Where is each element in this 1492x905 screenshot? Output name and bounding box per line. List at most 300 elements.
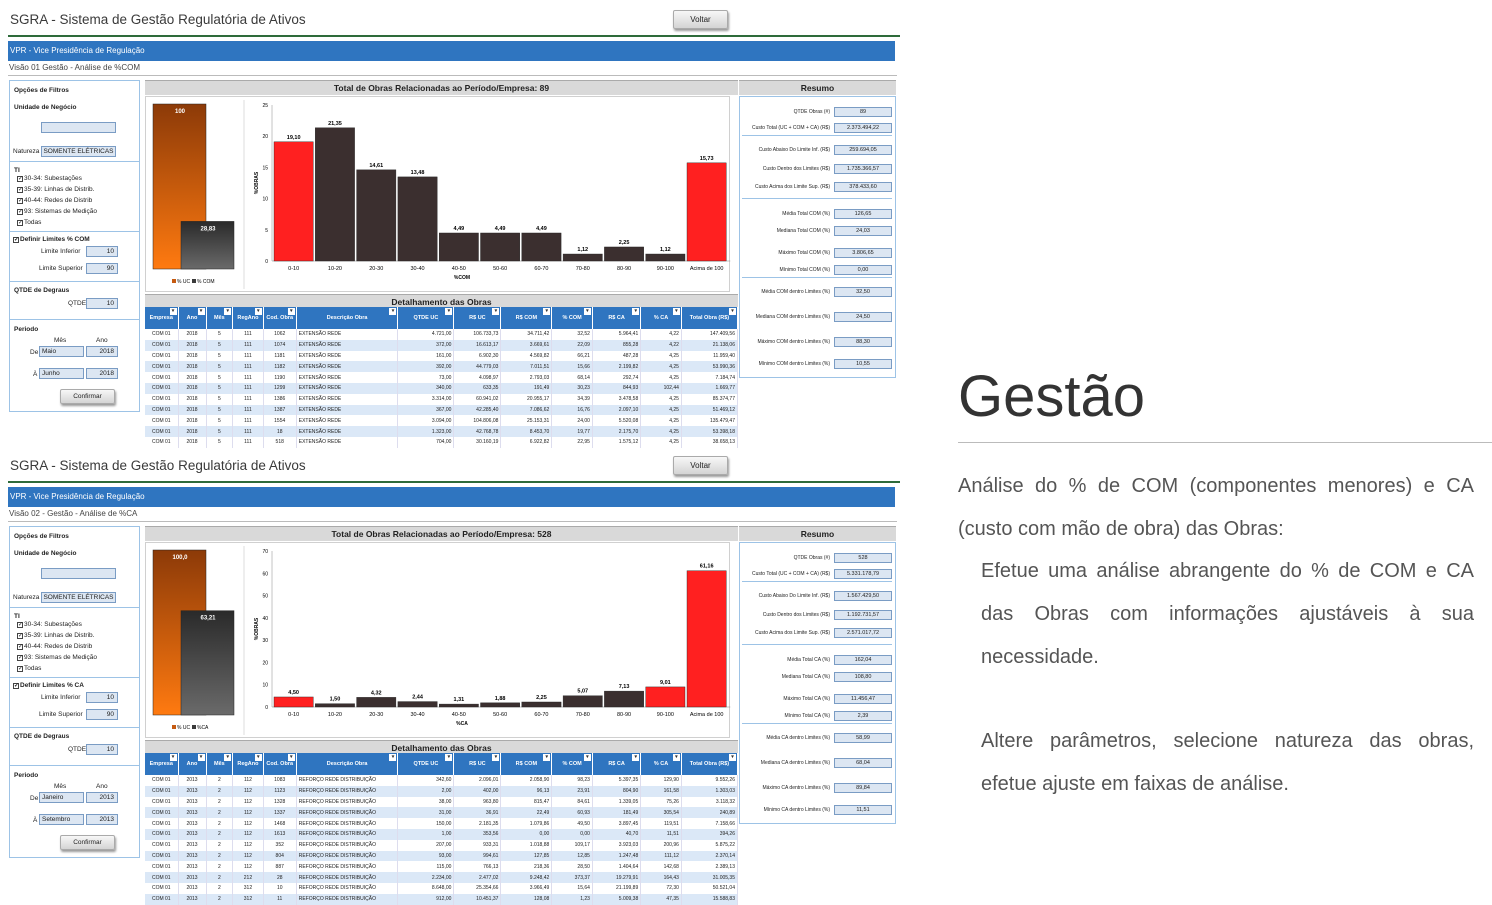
- checkbox-checked-icon[interactable]: ✓: [18, 665, 24, 672]
- table-cell: 68,14: [552, 372, 593, 383]
- filter-dropdown-icon[interactable]: ▾: [198, 308, 205, 315]
- filter-dropdown-icon[interactable]: ▾: [543, 308, 550, 315]
- filter-dropdown-icon[interactable]: ▾: [673, 754, 680, 761]
- table-cell: 135.479,47: [681, 415, 737, 426]
- table-row[interactable]: [145, 361, 738, 372]
- filter-panel: [9, 80, 140, 412]
- table-cell: 292,74: [592, 372, 640, 383]
- confirm-button[interactable]: Confirmar: [60, 389, 115, 404]
- steps-input[interactable]: 10: [86, 298, 118, 309]
- table-cell: EXTENSÃO REDE: [296, 329, 398, 340]
- table-cell: 7.158,66: [681, 818, 737, 829]
- table-cell: 129,90: [641, 775, 682, 786]
- table-cell: 2018: [178, 426, 206, 437]
- table-cell: COM 01: [145, 797, 178, 808]
- ti-checkbox-item[interactable]: [17, 632, 94, 639]
- table-row[interactable]: [145, 883, 738, 894]
- table-cell: 111: [233, 383, 264, 394]
- left-summary-bar-label: 63,21: [200, 615, 216, 622]
- dashboard-panel-1: [8, 7, 900, 447]
- table-row[interactable]: [145, 405, 738, 416]
- table-row[interactable]: [145, 383, 738, 394]
- table-cell: EXTENSÃO REDE: [296, 437, 398, 448]
- table-cell: 1554: [263, 415, 296, 426]
- column-header[interactable]: [641, 753, 682, 775]
- column-header[interactable]: [178, 307, 206, 329]
- column-header-label: R$ COM: [515, 315, 538, 321]
- column-header[interactable]: [206, 307, 233, 329]
- lower-limit-input[interactable]: 10: [86, 692, 118, 703]
- bar-value-label: 4,32: [370, 690, 382, 697]
- column-header[interactable]: [296, 753, 398, 775]
- filter-panel: [9, 526, 140, 858]
- table-row[interactable]: [145, 797, 738, 808]
- table-row[interactable]: [145, 851, 738, 862]
- table-cell: 487,28: [592, 351, 640, 362]
- column-header[interactable]: [681, 753, 737, 775]
- table-row[interactable]: [145, 775, 738, 786]
- table-cell: 34,39: [552, 394, 593, 405]
- month-to-select[interactable]: Setembro: [39, 814, 84, 825]
- table-row[interactable]: [145, 807, 738, 818]
- table-cell: 4,25: [641, 415, 682, 426]
- table-row[interactable]: [145, 894, 738, 905]
- filter-dropdown-icon[interactable]: ▾: [224, 308, 231, 315]
- year-to-select[interactable]: 2013: [86, 814, 118, 825]
- table-row[interactable]: [145, 340, 738, 351]
- legend-swatch: [172, 725, 176, 729]
- table-cell: 2013: [178, 829, 206, 840]
- table-cell: COM 01: [145, 872, 178, 883]
- table-cell: 111: [233, 405, 264, 416]
- histogram-bar: [398, 177, 437, 261]
- table-cell: COM 01: [145, 437, 178, 448]
- table-row[interactable]: [145, 872, 738, 883]
- filter-dropdown-icon[interactable]: ▾: [288, 308, 295, 315]
- upper-limit-label: Limite Superior: [39, 265, 83, 272]
- year-from-select[interactable]: 2018: [86, 346, 118, 357]
- table-cell: 933,31: [454, 840, 501, 851]
- column-header[interactable]: [398, 307, 454, 329]
- filter-dropdown-icon[interactable]: ▾: [170, 308, 177, 315]
- ti-checkbox-item[interactable]: [17, 197, 92, 204]
- table-cell: REFORÇO REDE DISTRIBUIÇÃO: [296, 818, 398, 829]
- filter-dropdown-icon[interactable]: ▾: [445, 754, 452, 761]
- table-cell: REFORÇO REDE DISTRIBUIÇÃO: [296, 829, 398, 840]
- table-cell: 1,00: [398, 829, 454, 840]
- voltar-button[interactable]: Voltar: [673, 456, 728, 475]
- table-cell: 2013: [178, 840, 206, 851]
- table-cell: 2.477,02: [454, 872, 501, 883]
- table-cell: EXTENSÃO REDE: [296, 426, 398, 437]
- table-cell: COM 01: [145, 840, 178, 851]
- table-cell: 15,66: [552, 361, 593, 372]
- table-cell: 2: [206, 851, 233, 862]
- table-cell: 1.303,03: [681, 786, 737, 797]
- column-header[interactable]: [145, 753, 178, 775]
- resumo-label: Média CA dentro Limites (%): [766, 735, 830, 741]
- resumo-label: Máximo CA dentro Limites (%): [762, 785, 830, 791]
- table-cell: COM 01: [145, 340, 178, 351]
- ti-checkbox-item[interactable]: [17, 654, 97, 661]
- table-cell: 109,17: [552, 840, 593, 851]
- histogram-bar: [398, 702, 437, 707]
- define-limits-checkbox[interactable]: [13, 236, 90, 243]
- column-header[interactable]: [592, 753, 640, 775]
- left-summary-bar: [181, 611, 234, 715]
- voltar-button[interactable]: Voltar: [673, 10, 728, 29]
- table-cell: 32,52: [552, 329, 593, 340]
- table-cell: 4,25: [641, 351, 682, 362]
- resumo-value: 24,50: [834, 312, 892, 322]
- table-cell: 312: [233, 894, 264, 905]
- table-cell: 5: [206, 426, 233, 437]
- table-row[interactable]: [145, 372, 738, 383]
- table-cell: 5.397,35: [592, 775, 640, 786]
- filter-dropdown-icon[interactable]: ▾: [492, 308, 499, 315]
- table-cell: 112: [233, 818, 264, 829]
- table-row[interactable]: [145, 840, 738, 851]
- y-tick-label: 70: [262, 549, 268, 555]
- column-header-label: % COM: [562, 761, 582, 767]
- table-cell: 12,85: [552, 851, 593, 862]
- table-cell: 161,58: [641, 786, 682, 797]
- table-row[interactable]: [145, 329, 738, 340]
- checkbox-checked-icon[interactable]: ✓: [14, 682, 20, 689]
- filter-dropdown-icon[interactable]: ▾: [492, 754, 499, 761]
- filter-dropdown-icon[interactable]: ▾: [632, 754, 639, 761]
- table-cell: 112: [233, 807, 264, 818]
- upper-limit-input[interactable]: 90: [86, 709, 118, 720]
- checkbox-checked-icon[interactable]: ✓: [14, 236, 20, 243]
- table-cell: 207,00: [398, 840, 454, 851]
- histogram-bar: [481, 703, 520, 707]
- table-cell: 353,56: [454, 829, 501, 840]
- business-unit-input[interactable]: [41, 122, 116, 133]
- table-cell: COM 01: [145, 894, 178, 905]
- filter-dropdown-icon[interactable]: ▾: [389, 754, 396, 761]
- column-header-label: R$ COM: [515, 761, 538, 767]
- legend-swatch: [192, 279, 196, 283]
- resumo-label: Média Total CA (%): [787, 657, 830, 663]
- column-header[interactable]: [233, 753, 264, 775]
- detail-table-wrap: [145, 307, 738, 452]
- resumo-separator: [742, 581, 892, 582]
- histogram-bar: [481, 233, 520, 261]
- column-header-label: R$ CA: [608, 315, 625, 321]
- table-cell: 7.184,74: [681, 372, 737, 383]
- x-tick-label: 50-60: [493, 266, 508, 272]
- checkbox-checked-icon[interactable]: ✓: [18, 643, 24, 650]
- table-cell: 111: [233, 415, 264, 426]
- column-header[interactable]: [454, 307, 501, 329]
- table-cell: EXTENSÃO REDE: [296, 372, 398, 383]
- table-cell: 312: [233, 883, 264, 894]
- filter-dropdown-icon[interactable]: ▾: [584, 308, 591, 315]
- table-cell: 2: [206, 786, 233, 797]
- table-cell: 1.339,05: [592, 797, 640, 808]
- table-cell: 24,00: [552, 415, 593, 426]
- table-cell: 2018: [178, 372, 206, 383]
- filter-dropdown-icon[interactable]: ▾: [584, 754, 591, 761]
- filter-dropdown-icon[interactable]: ▾: [255, 308, 262, 315]
- column-header-label: % CA: [653, 315, 669, 321]
- filter-dropdown-icon[interactable]: ▾: [729, 308, 736, 315]
- chart-svg: [146, 543, 731, 739]
- table-cell: 5: [206, 437, 233, 448]
- table-cell: 5: [206, 340, 233, 351]
- table-cell: 1.575,12: [592, 437, 640, 448]
- steps-input[interactable]: 10: [86, 744, 118, 755]
- table-cell: COM 01: [145, 829, 178, 840]
- table-row[interactable]: [145, 351, 738, 362]
- table-cell: 3.314,00: [398, 394, 454, 405]
- table-cell: 34.711,42: [501, 329, 552, 340]
- legend-label: % COM: [197, 279, 215, 285]
- resumo-value: 1.192.731,57: [834, 610, 892, 620]
- table-cell: 5: [206, 394, 233, 405]
- table-cell: 2: [206, 872, 233, 883]
- table-cell: 84,61: [552, 797, 593, 808]
- resumo-value: 2.373.494,22: [834, 123, 892, 133]
- table-row[interactable]: [145, 829, 738, 840]
- checkbox-checked-icon[interactable]: ✓: [18, 632, 24, 639]
- table-cell: 127,85: [501, 851, 552, 862]
- filter-dropdown-icon[interactable]: ▾: [224, 754, 231, 761]
- filter-dropdown-icon[interactable]: ▾: [389, 308, 396, 315]
- checkbox-checked-icon[interactable]: ✓: [18, 208, 24, 215]
- table-cell: 3.118,32: [681, 797, 737, 808]
- table-cell: 21.138,06: [681, 340, 737, 351]
- filter-dropdown-icon[interactable]: ▾: [729, 754, 736, 761]
- y-axis-label: %OBRAS: [254, 171, 260, 195]
- x-tick-label: 20-30: [369, 712, 384, 718]
- table-cell: 4.098,97: [454, 372, 501, 383]
- filter-separator: [10, 677, 139, 678]
- table-cell: 11: [263, 894, 296, 905]
- upper-limit-input[interactable]: 90: [86, 263, 118, 274]
- column-header[interactable]: [233, 307, 264, 329]
- table-cell: 2: [206, 775, 233, 786]
- table-cell: 5: [206, 351, 233, 362]
- column-header[interactable]: [263, 753, 296, 775]
- column-header-label: Ano: [186, 761, 198, 767]
- table-row[interactable]: [145, 861, 738, 872]
- month-to-select[interactable]: Junho: [39, 368, 84, 379]
- table-cell: 4,25: [641, 437, 682, 448]
- month-from-select[interactable]: Janeiro: [39, 792, 84, 803]
- table-cell: 2013: [178, 797, 206, 808]
- filter-dropdown-icon[interactable]: ▾: [255, 754, 262, 761]
- histogram-bar: [563, 254, 602, 261]
- table-row[interactable]: [145, 394, 738, 405]
- column-header-label: % CA: [653, 761, 669, 767]
- table-cell: 804: [263, 851, 296, 862]
- resumo-value: 378.433,60: [834, 182, 892, 192]
- table-cell: 2013: [178, 807, 206, 818]
- filter-dropdown-icon[interactable]: ▾: [543, 754, 550, 761]
- column-header[interactable]: [592, 307, 640, 329]
- resumo-label: QTDE Obras (#): [793, 109, 830, 115]
- natureza-select[interactable]: SOMENTE ELÉTRICAS: [41, 146, 116, 157]
- lower-limit-label: Limite Inferior: [41, 248, 81, 255]
- checkbox-checked-icon[interactable]: ✓: [18, 175, 24, 182]
- upper-limit-label: Limite Superior: [39, 711, 83, 718]
- table-cell: 31.005,35: [681, 872, 737, 883]
- resumo-value: 11.456,47: [834, 694, 892, 704]
- table-cell: 161,00: [398, 351, 454, 362]
- lower-limit-input[interactable]: 10: [86, 246, 118, 257]
- table-cell: 60.941,02: [454, 394, 501, 405]
- column-header[interactable]: [296, 307, 398, 329]
- filter-dropdown-icon[interactable]: ▾: [632, 308, 639, 315]
- natureza-select[interactable]: SOMENTE ELÉTRICAS: [41, 592, 116, 603]
- filter-dropdown-icon[interactable]: ▾: [445, 308, 452, 315]
- month-from-select[interactable]: Maio: [39, 346, 84, 357]
- filter-dropdown-icon[interactable]: ▾: [170, 754, 177, 761]
- x-tick-label: 30-40: [410, 266, 425, 272]
- table-cell: 28: [263, 872, 296, 883]
- table-cell: 218,36: [501, 861, 552, 872]
- define-limits-checkbox[interactable]: [13, 682, 84, 689]
- table-cell: 112: [233, 797, 264, 808]
- ti-checkbox-item[interactable]: [17, 208, 97, 215]
- column-header-label: Mês: [214, 761, 225, 767]
- table-cell: 16,76: [552, 405, 593, 416]
- column-header[interactable]: [681, 307, 737, 329]
- histogram-bar: [357, 170, 396, 261]
- bar-value-label: 19,10: [286, 134, 301, 141]
- detail-table-wrap: [145, 753, 738, 903]
- filter-dropdown-icon[interactable]: ▾: [673, 308, 680, 315]
- table-cell: 2.370,14: [681, 851, 737, 862]
- checkbox-checked-icon[interactable]: ✓: [18, 219, 24, 226]
- table-row[interactable]: [145, 818, 738, 829]
- histogram-bar: [687, 571, 726, 707]
- table-cell: EXTENSÃO REDE: [296, 361, 398, 372]
- histogram-bar: [604, 247, 643, 261]
- column-header[interactable]: [206, 753, 233, 775]
- table-cell: 5: [206, 372, 233, 383]
- checkbox-checked-icon[interactable]: ✓: [18, 654, 24, 661]
- table-cell: 11,51: [641, 829, 682, 840]
- resumo-label: Custo Abaixo Do Limite Inf. (R$): [758, 593, 830, 599]
- table-cell: 5.009,38: [592, 894, 640, 905]
- detail-title: Detalhamento das Obras: [145, 740, 738, 755]
- table-row[interactable]: [145, 437, 738, 448]
- y-tick-label: 40: [262, 615, 268, 622]
- table-cell: 2: [206, 818, 233, 829]
- resumo-label: Mediana COM dentro Limites (%): [755, 314, 830, 320]
- table-cell: 2.097,10: [592, 405, 640, 416]
- column-header[interactable]: [501, 753, 552, 775]
- chart-title: Total de Obras Relacionadas ao Período/Empresa: 528: [145, 526, 738, 541]
- resumo-value: 68,04: [834, 758, 892, 768]
- table-cell: COM 01: [145, 786, 178, 797]
- histogram-bar: [439, 233, 478, 261]
- column-header-label: Total Obra (R$): [689, 315, 730, 321]
- resumo-value: 32,50: [834, 287, 892, 297]
- legend-label: % UC: [177, 279, 191, 285]
- table-cell: 2: [206, 807, 233, 818]
- column-header[interactable]: [398, 753, 454, 775]
- table-row[interactable]: [145, 415, 738, 426]
- x-tick-label: 30-40: [410, 712, 425, 718]
- table-cell: 1.079,86: [501, 818, 552, 829]
- column-header[interactable]: [641, 307, 682, 329]
- checkbox-checked-icon[interactable]: ✓: [18, 186, 24, 193]
- column-header[interactable]: [178, 753, 206, 775]
- checkbox-checked-icon[interactable]: ✓: [18, 621, 24, 628]
- column-header[interactable]: [501, 307, 552, 329]
- table-cell: 4,25: [641, 405, 682, 416]
- column-header[interactable]: [263, 307, 296, 329]
- bar-value-label: 1,50: [329, 696, 341, 703]
- table-row[interactable]: [145, 786, 738, 797]
- table-cell: 49,50: [552, 818, 593, 829]
- column-header[interactable]: [552, 753, 593, 775]
- ti-checkbox-item[interactable]: [17, 219, 41, 226]
- table-cell: REFORÇO REDE DISTRIBUIÇÃO: [296, 786, 398, 797]
- table-cell: 106.733,73: [454, 329, 501, 340]
- table-cell: EXTENSÃO REDE: [296, 394, 398, 405]
- table-cell: 704,00: [398, 437, 454, 448]
- resumo-value: 5.331.178,79: [834, 569, 892, 579]
- table-cell: 22,49: [501, 807, 552, 818]
- table-cell: 6.902,30: [454, 351, 501, 362]
- vp-bar: VPR - Vice Presidência de Regulação: [8, 41, 895, 61]
- filter-dropdown-icon[interactable]: ▾: [288, 754, 295, 761]
- business-unit-input[interactable]: [41, 568, 116, 579]
- table-cell: 373,37: [552, 872, 593, 883]
- filter-dropdown-icon[interactable]: ▾: [198, 754, 205, 761]
- ti-checkbox-item[interactable]: [17, 643, 92, 650]
- table-cell: 1387: [263, 405, 296, 416]
- year-to-select[interactable]: 2018: [86, 368, 118, 379]
- ti-checkbox-item[interactable]: [17, 175, 82, 182]
- table-cell: REFORÇO REDE DISTRIBUIÇÃO: [296, 894, 398, 905]
- ti-item-label: 35-39: Linhas de Distrib.: [24, 186, 95, 193]
- year-from-select[interactable]: 2013: [86, 792, 118, 803]
- table-cell: 2018: [178, 405, 206, 416]
- column-header-label: RegAno: [237, 315, 259, 321]
- resumo-panel: [739, 96, 896, 378]
- ti-checkbox-item[interactable]: [17, 665, 41, 672]
- x-tick-label: 40-50: [451, 712, 466, 718]
- checkbox-checked-icon[interactable]: ✓: [18, 197, 24, 204]
- x-tick-label: 90-100: [656, 712, 674, 718]
- table-cell: 855,28: [592, 340, 640, 351]
- resumo-value: 89: [834, 107, 892, 117]
- ti-checkbox-item[interactable]: [17, 186, 94, 193]
- table-cell: 96,13: [501, 786, 552, 797]
- table-cell: 51.469,12: [681, 405, 737, 416]
- vision-title: Visão 02 - Gestão - Análise de %CA: [9, 509, 138, 518]
- column-header[interactable]: [454, 753, 501, 775]
- ti-checkbox-item[interactable]: [17, 621, 82, 628]
- resumo-label: Custo Dentro dos Limites (R$): [762, 612, 830, 618]
- column-header[interactable]: [552, 307, 593, 329]
- filter-separator: [10, 281, 139, 282]
- confirm-button[interactable]: Confirmar: [60, 835, 115, 850]
- table-row[interactable]: [145, 426, 738, 437]
- table-cell: 147.409,56: [681, 329, 737, 340]
- qtde-label: QTDE: [68, 300, 87, 307]
- column-header[interactable]: [145, 307, 178, 329]
- histogram-bar: [563, 696, 602, 707]
- table-cell: COM 01: [145, 883, 178, 894]
- period-title: Periodo: [14, 326, 39, 333]
